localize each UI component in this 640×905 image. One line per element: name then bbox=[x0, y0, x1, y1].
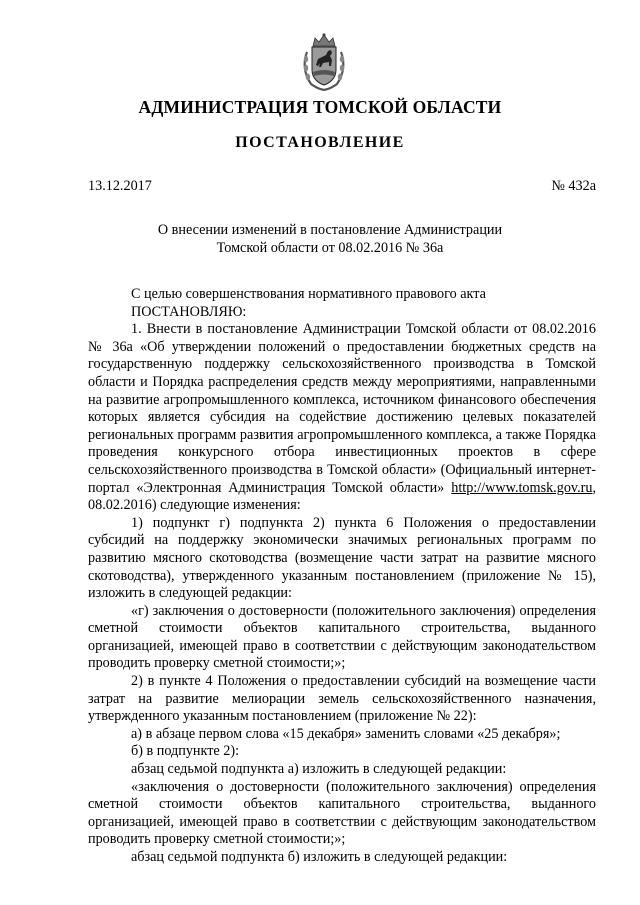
paragraph-purpose: С целью совершенствования нормативного правового акта bbox=[131, 286, 486, 302]
paragraph-subitem-1: 1) подпункт г) подпункта 2) пункта 6 Положения о предоставлении субсидий на поддержку экономически значимых региональных программ по развитию мясного скотоводства (возмещение части затрат на развитие мясного скотоводства), утвержденного указанным постановлением (приложение № 15), изложить в следующей редакции: bbox=[88, 514, 596, 602]
tomsk-coat-of-arms-emblem bbox=[301, 32, 347, 92]
paragraph-subitem-2: 2) в пункте 4 Положения о предоставлении субсидий на возмещение части затрат на развитие мелиорации земель сельскохозяйственного назначения, утвержденного указанным постановлением (приложение № 22): bbox=[88, 673, 596, 725]
document-date: 13.12.2017 bbox=[88, 178, 152, 194]
document-number: № 432а bbox=[551, 178, 596, 194]
paragraph-item-1 bbox=[88, 321, 596, 515]
paragraph-item-1-text: 1. Внести в постановление Администрации Томской области от 08.02.2016 № 36а «Об утверждении положений о предоставлении бюджетных средств на государственную поддержку сельскохозяйственного производства в Томской области и Порядка распределения средств между мероприятиями, направленными на развитие агропромышленного комплекса, источником финансового обеспечения которых является субсидия на содействие достижению целевых показателей региональных программ развития агропромышленного комплекса, а также Порядка проведения конкурсного отбора инвестиционных проектов в сфере сельскохозяйственного производства в Томской области» (Официальный интернет-портал «Электронная Администрация Томской области» bbox=[88, 321, 596, 496]
paragraph-subitem-a: а) в абзаце первом слова «15 декабря» заменить словами «25 декабря»; bbox=[131, 725, 561, 742]
portal-url-link[interactable]: http://www.tomsk.gov.ru bbox=[451, 479, 593, 496]
document-type-title: ПОСТАНОВЛЕНИЕ bbox=[235, 134, 405, 151]
paragraph-quote-g: «г) заключения о достоверности (положительного заключения) определения сметной стоимости объектов капитального строительства, выданного организацией, имеющей право в соответствии с действующим законодательством проводить проверку сметной стоимости;»; bbox=[88, 602, 596, 672]
paragraph-quote-conclusion: «заключения о достоверности (положительного заключения) определения сметной стоимости объектов капитального строительства, выданного организацией, имеющей право в соответствии с действующим законодательством проводить проверку сметной стоимости;»; bbox=[88, 778, 596, 848]
subject-line-1: О внесении изменений в постановление Администрации bbox=[157, 222, 503, 238]
paragraph-resolve: ПОСТАНОВЛЯЮ: bbox=[131, 303, 247, 320]
paragraph-abzac-b: абзац седьмой подпункта б) изложить в следующей редакции: bbox=[131, 849, 508, 865]
document-subject bbox=[100, 222, 560, 257]
paragraph-item-1-tail: , 08.02.2016) следующие изменения: bbox=[88, 479, 596, 514]
paragraph-subitem-b: б) в подпункте 2): bbox=[131, 743, 240, 760]
organization-title: АДМИНИСТРАЦИЯ ТОМСКОЙ ОБЛАСТИ bbox=[138, 97, 502, 117]
paragraph-abzac-a: абзац седьмой подпункта а) изложить в следующей редакции: bbox=[131, 761, 507, 778]
document-body bbox=[88, 286, 596, 867]
subject-line-2: Томской области от 08.02.2016 № 36а bbox=[216, 239, 444, 256]
